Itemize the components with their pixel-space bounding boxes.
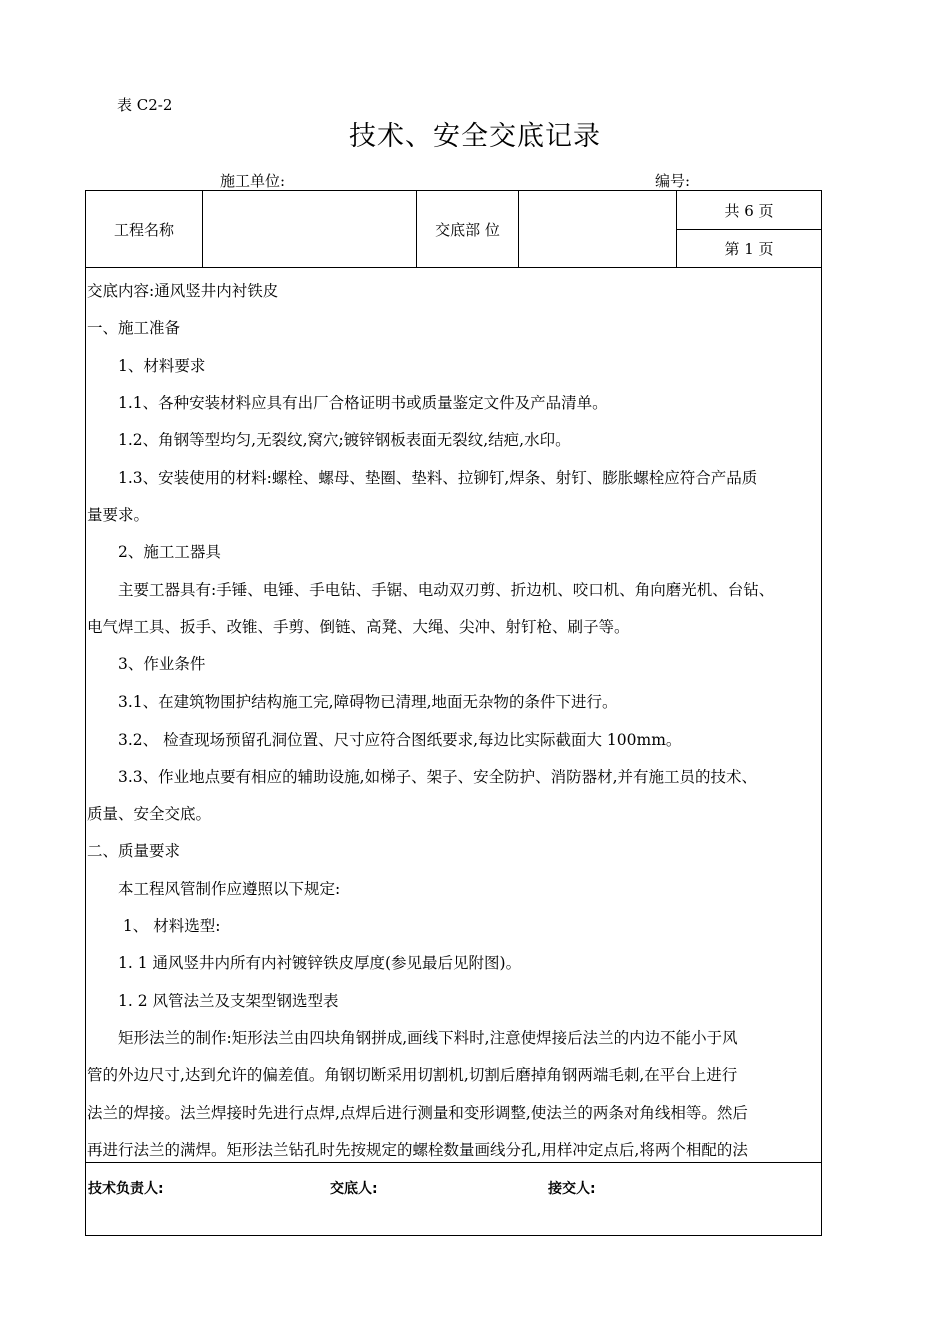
content-line: 1.2、角钢等型均匀,无裂纹,窝穴;镀锌钢板表面无裂纹,结疤,水印。 — [87, 431, 571, 449]
content-line: 量要求。 — [87, 506, 150, 524]
receiver-label: 接交人: — [548, 1181, 596, 1197]
presenter-label: 交底人: — [330, 1181, 378, 1197]
content-line: 一、施工准备 — [87, 319, 181, 337]
content-line: 主要工器具有:手锤、电锤、手电钻、手锯、电动双刃剪、折边机、咬口机、角向磨光机、台钻、 — [87, 581, 775, 599]
content-line: 交底内容:通风竖井内衬铁皮 — [87, 282, 279, 300]
content-line: 管的外边尺寸,达到允许的偏差值。角钢切断采用切割机,切割后磨掉角钢两端毛刺,在平台上进行 — [87, 1066, 738, 1084]
content-line: 二、质量要求 — [87, 842, 181, 860]
header-row-divider — [85, 267, 822, 268]
content-line: 再进行法兰的满焊。矩形法兰钻孔时先按规定的螺栓数量画线分孔,用样冲定点后,将两个相配的法 — [87, 1141, 748, 1159]
content-line: 电气焊工具、扳手、改锥、手剪、倒链、高凳、大绳、尖冲、射钉枪、刷子等。 — [87, 618, 630, 636]
content-line: 矩形法兰的制作:矩形法兰由四块角钢拼成,画线下料时,注意使焊接后法兰的内边不能小于风 — [87, 1029, 738, 1047]
content-line: 本工程风管制作应遵照以下规定: — [87, 880, 341, 898]
page-number: 第 1 页 — [724, 240, 774, 258]
tech-lead-label: 技术负责人: — [88, 1181, 164, 1197]
content-line: 1、 材料选型: — [87, 917, 221, 935]
content-line: 1.1、各种安装材料应具有出厂合格证明书或质量鉴定文件及产品清单。 — [87, 394, 608, 412]
construction-unit-label: 施工单位: — [220, 172, 286, 190]
project-name-value[interactable] — [203, 191, 416, 267]
form-number: 表 C2-2 — [117, 96, 173, 114]
project-name-label: 工程名称 — [113, 220, 174, 239]
content-line: 1. 2 风管法兰及支架型钢选型表 — [87, 992, 339, 1010]
content-line: 2、施工工器具 — [87, 543, 221, 561]
content-line: 1. 1 通风竖井内所有内衬镀锌铁皮厚度(参见最后见附图)。 — [87, 954, 522, 972]
section-value[interactable] — [519, 191, 676, 267]
content-line: 3.1、在建筑物围护结构施工完,障碍物已清理,地面无杂物的条件下进行。 — [87, 693, 618, 711]
content-line: 1.3、安装使用的材料:螺栓、螺母、垫圈、垫料、拉铆钉,焊条、射钉、膨胀螺栓应符合产品质 — [87, 469, 758, 487]
content-line: 法兰的焊接。法兰焊接时先进行点焊,点焊后进行测量和变形调整,使法兰的两条对角线相等。然后 — [87, 1104, 748, 1122]
section-label: 交底部 位 — [435, 220, 500, 239]
document-number-label: 编号: — [655, 172, 691, 190]
footer-divider — [85, 1162, 822, 1163]
content-line: 1、材料要求 — [87, 357, 206, 375]
content-line: 3.2、 检查现场预留孔洞位置、尺寸应符合图纸要求,每边比实际截面大 100mm。 — [87, 731, 682, 749]
page-title: 技术、安全交底记录 — [349, 121, 601, 152]
content-line: 3.3、作业地点要有相应的辅助设施,如梯子、架子、安全防护、消防器材,并有施工员的技术、 — [87, 768, 758, 786]
content-line: 3、作业条件 — [87, 655, 206, 673]
total-pages: 共 6 页 — [724, 201, 774, 220]
content-line: 质量、安全交底。 — [87, 805, 212, 823]
